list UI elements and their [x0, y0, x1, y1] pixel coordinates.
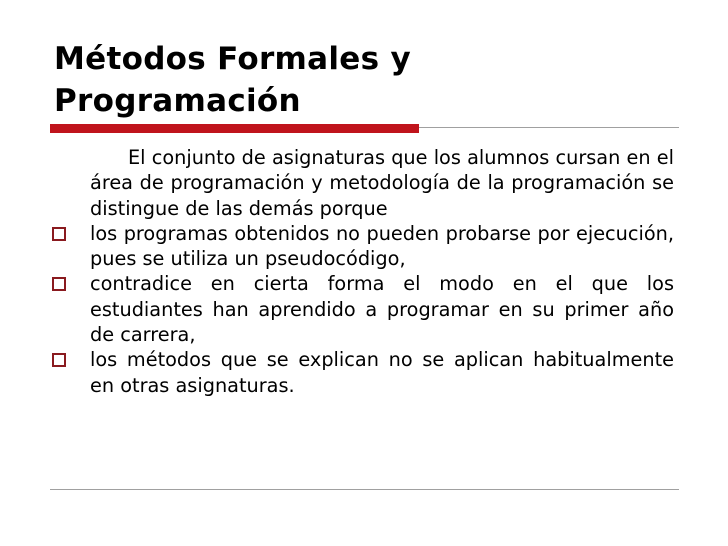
bullet-item-text: los métodos que se explican no se aplican habitualmente en otras asignaturas.	[90, 348, 674, 397]
slide-title-line-2: Programación	[54, 83, 301, 119]
bullet-item-text: los programas obtenidos no pueden probarse por ejecución, pues se utiliza un pseudocódigo,	[90, 221, 674, 271]
slide-body	[52, 145, 674, 398]
slide-title	[54, 38, 674, 122]
title-underline-rule	[419, 127, 679, 128]
footer-rule	[50, 489, 679, 490]
hollow-square-bullet-icon	[52, 277, 66, 291]
intro-paragraph: El conjunto de asignaturas que los alumnos cursan en el área de programación y metodología de la programación se distingue de las demás porque	[90, 146, 674, 220]
bullet-item-2	[52, 271, 674, 347]
slide-title-line-1: Métodos Formales y	[54, 41, 411, 77]
bullet-item-1	[52, 221, 674, 272]
bullet-item-text: contradice en cierta forma el modo en el que los estudiantes han aprendido a programar en su primer año de carrera,	[90, 272, 674, 347]
hollow-square-bullet-icon	[52, 353, 66, 367]
hollow-square-bullet-icon	[52, 227, 66, 241]
bullet-item-3	[52, 347, 674, 398]
title-underline-accent	[50, 124, 419, 133]
